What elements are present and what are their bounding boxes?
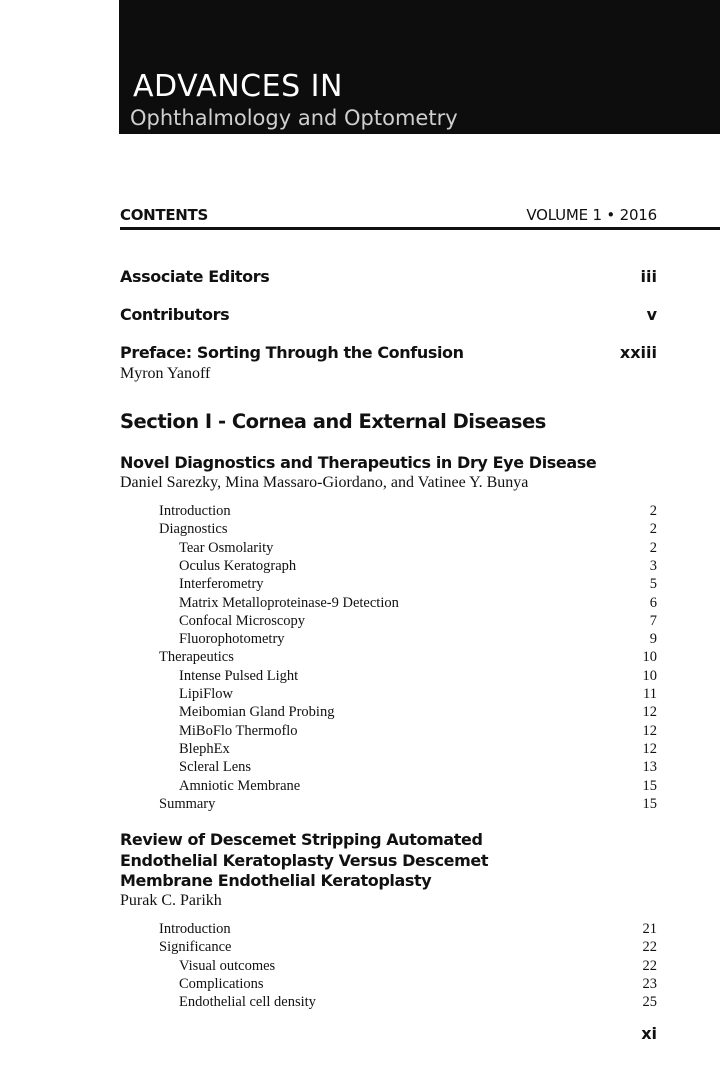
toc-entry[interactable] [0,957,657,975]
article-1-title[interactable] [120,453,596,474]
toc-entry-page: 22 [642,957,657,974]
toc-entry-title: MiBoFlo Thermoflo [179,722,298,739]
toc-entry-page: 15 [642,795,657,812]
toc-entry[interactable] [0,539,657,557]
toc-entry[interactable] [0,740,657,758]
contents-label: CONTENTS [120,206,208,224]
toc-entry-page: 12 [642,704,657,721]
toc-entry-page: 9 [649,631,657,648]
toc-entry-page: 10 [642,649,657,666]
toc-entry[interactable] [0,594,657,612]
toc-entry-page: 25 [642,994,657,1011]
toc-entry[interactable] [0,575,657,593]
toc-entry[interactable] [0,630,657,648]
toc-entry-page: 15 [642,777,657,794]
journal-header-band [119,0,720,134]
toc-front-preface[interactable] [120,343,657,365]
section-heading: Section I - Cornea and External Diseases [120,410,546,433]
toc-entry-page: 11 [643,686,657,702]
article-title-line: Endothelial Keratoplasty Versus Descemet [120,850,489,870]
toc-entry-title: Fluorophotometry [179,631,285,648]
article-title-line: Novel Diagnostics and Therapeutics in Dry Eye Disease [120,453,597,472]
toc-entry-title: Oculus Keratograph [179,557,297,574]
toc-entry-title: Diagnostics [159,521,228,538]
toc-entry-title: LipiFlow [179,686,233,702]
toc-entry-page: 22 [642,939,657,956]
toc-entry-title: Summary [159,795,216,812]
front-item-page: xxiii [619,343,657,362]
toc-entry-title: BlephEx [179,740,230,757]
article-title-line: Review of Descemet Stripping Automated [120,830,483,849]
toc-entry-title: Introduction [159,921,231,937]
toc-entry-title: Scleral Lens [179,759,252,776]
toc-entry[interactable] [0,685,657,703]
toc-entry-title: Tear Osmolarity [179,539,274,556]
toc-entry[interactable] [0,758,657,776]
toc-entry-title: Meibomian Gland Probing [179,704,335,721]
toc-entry-page: 7 [649,612,657,629]
toc-entry-title: Matrix Metalloproteinase-9 Detection [179,594,399,611]
toc-entry[interactable] [0,722,657,740]
toc-entry-title: Visual outcomes [179,957,276,974]
toc-entry[interactable] [0,667,657,685]
toc-entry[interactable] [0,975,657,993]
toc-entry-page: 6 [649,594,657,611]
article-2-authors: Purak C. Parikh [120,892,222,909]
contents-header [120,206,657,228]
toc-entry-page: 3 [649,557,657,574]
toc-entry-page: 2 [649,521,657,538]
toc-entry[interactable] [0,502,657,520]
contents-rule [120,227,720,230]
toc-front-associate-editors[interactable] [120,267,657,289]
toc-entry-title: Introduction [159,503,231,519]
toc-entry[interactable] [0,777,657,795]
volume-label: VOLUME 1 • 2016 [526,206,657,224]
front-item-page: iii [640,267,657,286]
journal-title-line1: ADVANCES IN [133,69,343,104]
toc-front-contributors[interactable] [120,305,657,327]
toc-entry-title: Confocal Microscopy [179,612,306,629]
front-item-title: Preface: Sorting Through the Confusion [120,343,464,362]
toc-entry-page: 23 [642,975,657,992]
toc-entry[interactable] [0,703,657,721]
toc-entry-page: 13 [642,759,657,776]
toc-entry-page: 21 [642,921,657,937]
toc-entry-title: Endothelial cell density [179,994,316,1011]
toc-entry-page: 12 [642,740,657,757]
toc-entry-page: 5 [649,576,657,593]
toc-entry-page: 2 [649,539,657,556]
toc-entry-page: 2 [649,503,657,519]
toc-entry[interactable] [0,795,657,813]
article-1-authors: Daniel Sarezky, Mina Massaro-Giordano, and Vatinee Y. Bunya [120,474,529,491]
toc-entry-title: Complications [179,975,264,992]
toc-entry-page: 10 [642,667,657,684]
toc-entry-title: Significance [159,939,232,956]
toc-entry-title: Amniotic Membrane [179,777,301,794]
journal-title-line2: Ophthalmology and Optometry [130,106,458,130]
article-title-line: Membrane Endothelial Keratoplasty [120,871,432,890]
article-2-title[interactable] [120,830,488,892]
page-number: xi [641,1024,657,1043]
toc-entry-title: Intense Pulsed Light [179,667,299,684]
toc-entry[interactable] [0,520,657,538]
toc-entry-page: 12 [642,722,657,739]
toc-entry-title: Therapeutics [159,649,234,666]
toc-entry[interactable] [0,612,657,630]
front-item-title: Associate Editors [120,267,270,286]
preface-author: Myron Yanoff [120,365,211,382]
front-item-title: Contributors [120,305,230,324]
toc-entry-title: Interferometry [179,576,264,593]
toc-entry[interactable] [0,648,657,666]
front-item-page: v [646,305,657,324]
toc-entry[interactable] [0,557,657,575]
toc-entry[interactable] [0,938,657,956]
toc-entry[interactable] [0,993,657,1011]
toc-entry[interactable] [0,920,657,938]
